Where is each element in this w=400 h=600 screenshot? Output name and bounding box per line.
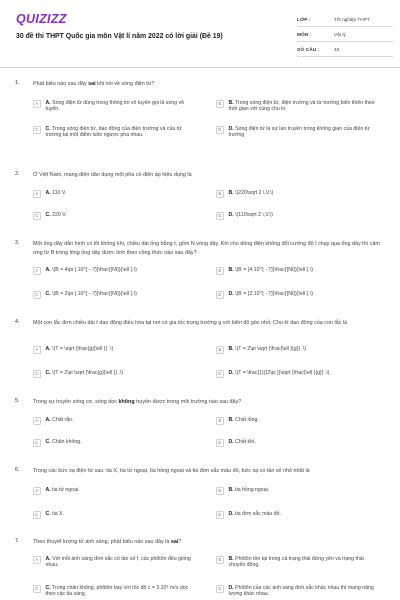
option-value: 110 V. bbox=[52, 190, 67, 196]
question-7 bbox=[0, 538, 400, 600]
question-text bbox=[33, 171, 388, 180]
option-key: C. bbox=[45, 439, 51, 445]
option-letter-box: B bbox=[216, 190, 224, 198]
question-5 bbox=[0, 398, 400, 478]
option-letter-box: B bbox=[216, 100, 224, 108]
option-key: B. bbox=[228, 346, 234, 352]
option-letter-box: C bbox=[33, 585, 41, 593]
question-text bbox=[33, 80, 388, 89]
option-text bbox=[46, 291, 196, 297]
question-6 bbox=[0, 467, 400, 547]
option-value: Sóng điện từ dùng trong thông tin vô tuyến gọi là sóng vô tuyến. bbox=[45, 100, 184, 113]
option-value: tia đơn sắc màu đỏ. bbox=[235, 511, 281, 517]
quizizz-logo: QUIZIZZ bbox=[16, 12, 67, 26]
option-letter-box: D bbox=[216, 370, 224, 378]
option-value: \(T = \sqrt {\frac{g}{\ell }} .\) bbox=[52, 346, 114, 352]
answer-option-b[interactable] bbox=[216, 100, 379, 113]
question-number: 1. bbox=[15, 80, 20, 86]
option-key: D. bbox=[228, 370, 234, 376]
option-key: A. bbox=[45, 346, 51, 352]
answer-option-a[interactable] bbox=[33, 417, 196, 425]
option-text bbox=[46, 556, 196, 569]
meta-row-count bbox=[297, 42, 393, 57]
option-letter-box: C bbox=[33, 511, 41, 519]
question-text-part: Trong sự truyền sóng cơ, sóng dọc bbox=[33, 399, 119, 405]
option-text bbox=[46, 267, 196, 273]
question-text-part: Một con lắc đơn chiều dài ℓ dao động điều hòa tại nơi có gia tốc trọng trường g với biên độ góc nhỏ. Chu kì dao động của con lắc là bbox=[33, 320, 348, 326]
option-value: Chất rắn. bbox=[52, 417, 74, 423]
question-text-part: Theo thuyết lượng tử ánh sáng, phát biểu nào sau đây là bbox=[33, 539, 171, 545]
question-emphasis: không bbox=[118, 399, 135, 405]
meta-value: 40 bbox=[334, 46, 340, 52]
option-key: A. bbox=[45, 417, 51, 423]
option-key: C. bbox=[45, 585, 51, 591]
question-number: 5. bbox=[15, 398, 20, 404]
option-text bbox=[46, 100, 196, 113]
option-text bbox=[46, 439, 196, 445]
option-value: \(T = 2\pi \sqrt {\frac{g}{\ell }} .\) bbox=[52, 370, 124, 376]
option-letter-box: D bbox=[216, 439, 224, 447]
question-4 bbox=[0, 319, 400, 399]
option-text bbox=[229, 126, 379, 139]
option-value: \(T = \frac{1}{{2\pi }}\sqrt {\frac{\ell }{g}} .\) bbox=[235, 370, 330, 376]
answer-option-d[interactable] bbox=[216, 291, 379, 299]
option-key: A. bbox=[45, 267, 51, 273]
option-key: A. bbox=[45, 190, 51, 196]
option-value: Phôtôn tồn tại trong cả trạng thái đứng yên và trạng thái chuyển động. bbox=[228, 556, 364, 569]
option-text bbox=[46, 126, 196, 139]
option-key: A. bbox=[45, 556, 51, 562]
option-letter-box: D bbox=[216, 511, 224, 519]
option-key: D. bbox=[228, 585, 234, 591]
meta-table bbox=[297, 12, 393, 57]
option-value: \(110\sqrt 2 \,V.\) bbox=[235, 212, 273, 218]
question-number: 3. bbox=[15, 240, 20, 246]
meta-label: LỚP : bbox=[297, 16, 311, 22]
option-text bbox=[229, 212, 379, 218]
option-value: Trong sóng điện từ, điện trường và từ trường biến thiên theo thời gian với cùng chu kì. bbox=[228, 100, 375, 113]
option-text bbox=[46, 346, 196, 352]
option-text bbox=[229, 487, 379, 493]
option-key: D. bbox=[228, 291, 234, 297]
option-text bbox=[229, 100, 379, 113]
answer-option-d[interactable] bbox=[216, 511, 379, 519]
answer-option-c[interactable] bbox=[33, 585, 196, 598]
option-letter-box: D bbox=[216, 212, 224, 220]
question-text bbox=[33, 398, 388, 407]
option-key: B. bbox=[228, 556, 234, 562]
option-text bbox=[229, 556, 379, 569]
option-text bbox=[46, 511, 196, 517]
answer-option-c[interactable] bbox=[33, 439, 196, 447]
answer-option-b[interactable] bbox=[216, 487, 379, 495]
header-divider bbox=[0, 67, 400, 68]
option-letter-box: A bbox=[33, 487, 41, 495]
question-text bbox=[33, 240, 388, 257]
option-text bbox=[229, 511, 379, 517]
option-key: B. bbox=[228, 267, 234, 273]
question-text bbox=[33, 467, 388, 476]
answer-option-a[interactable] bbox=[33, 267, 196, 275]
option-text bbox=[46, 370, 196, 376]
question-emphasis: sai bbox=[170, 539, 179, 545]
option-key: C. bbox=[45, 291, 51, 297]
answer-option-c[interactable] bbox=[33, 126, 196, 139]
option-key: D. bbox=[228, 212, 234, 218]
option-value: Chân không. bbox=[52, 439, 82, 445]
answer-option-a[interactable] bbox=[33, 100, 196, 113]
option-key: C. bbox=[45, 212, 51, 218]
option-value: \(B = {2.10^{ - 7}}\frac{{NI}}{\ell }.\) bbox=[235, 291, 313, 297]
question-emphasis: sai bbox=[88, 81, 96, 87]
answer-option-d[interactable] bbox=[216, 126, 379, 139]
question-number: 4. bbox=[15, 319, 20, 325]
option-key: B. bbox=[228, 100, 234, 106]
option-value: Trong chân không, phôtôn bay với tốc độ c = 3.10⁸ m/s dọc theo các tia sáng. bbox=[45, 585, 189, 598]
question-text-part: khi nói về sóng điện từ? bbox=[95, 81, 155, 87]
option-letter-box: C bbox=[33, 439, 41, 447]
option-value: Phôtôn của các ánh sáng đơn sắc khác nhau thì mang năng lượng khác nhau. bbox=[228, 585, 374, 598]
question-text-part: truyền được trong môi trường nào sau đây? bbox=[134, 399, 242, 405]
option-letter-box: C bbox=[33, 212, 41, 220]
meta-label: SỐ CÂU : bbox=[297, 46, 320, 52]
meta-label: MÔN : bbox=[297, 31, 312, 37]
option-key: A. bbox=[45, 487, 51, 493]
option-value: tia X. bbox=[52, 511, 64, 517]
option-value: Trong sóng điện từ, dao động của điện trường và của từ trường tại một điểm luôn ngược pha nhau. bbox=[45, 126, 182, 139]
option-letter-box: C bbox=[33, 370, 41, 378]
meta-value: Tốt nghiệp THPT bbox=[334, 16, 370, 22]
option-letter-box: B bbox=[216, 346, 224, 354]
question-text-part: Phát biểu nào sau đây bbox=[33, 81, 89, 87]
option-text bbox=[229, 291, 379, 297]
option-value: \(B = 2\pi {.10^{ - 7}}\frac{{NI}}{\ell }.\) bbox=[52, 291, 137, 297]
answer-option-b[interactable] bbox=[216, 417, 379, 425]
option-value: 220 V. bbox=[52, 212, 67, 218]
option-value: \(220\sqrt 2 \,V.\) bbox=[235, 190, 274, 196]
option-text bbox=[229, 370, 379, 376]
question-number: 2. bbox=[15, 171, 20, 177]
option-key: B. bbox=[228, 190, 234, 196]
option-letter-box: A bbox=[33, 346, 41, 354]
option-text bbox=[46, 487, 196, 493]
option-letter-box: D bbox=[216, 585, 224, 593]
question-text-part: Trong các bức xạ điện từ sau: tia X, tia tử ngoại, tia hồng ngoại và tia đơn sắc màu đỏ, bức xạ có tần số nhỏ nhất là bbox=[33, 468, 310, 474]
answer-option-d[interactable] bbox=[216, 370, 379, 378]
option-text bbox=[46, 190, 196, 196]
meta-value: Vật lý bbox=[334, 31, 346, 37]
question-text-part: Ở Việt Nam, mạng điện dân dụng một pha có điện áp hiệu dụng là bbox=[33, 172, 192, 178]
question-number: 7. bbox=[15, 538, 20, 544]
option-letter-box: A bbox=[33, 100, 41, 108]
option-text bbox=[229, 439, 379, 445]
option-key: B. bbox=[228, 417, 234, 423]
option-text bbox=[46, 585, 196, 598]
answer-option-b[interactable] bbox=[216, 346, 379, 354]
question-2 bbox=[0, 171, 400, 251]
option-text bbox=[229, 346, 379, 352]
meta-row-class bbox=[297, 12, 393, 27]
option-text bbox=[229, 585, 379, 598]
option-key: B. bbox=[228, 487, 234, 493]
answer-option-b[interactable] bbox=[216, 190, 379, 198]
option-letter-box: B bbox=[216, 417, 224, 425]
option-letter-box: D bbox=[216, 291, 224, 299]
option-value: Chất lỏng. bbox=[235, 417, 259, 423]
answer-option-a[interactable] bbox=[33, 487, 196, 495]
answer-option-c[interactable] bbox=[33, 370, 196, 378]
answer-option-a[interactable] bbox=[33, 556, 196, 569]
question-text-part: ? bbox=[178, 539, 182, 545]
option-key: C. bbox=[45, 126, 51, 132]
answer-option-c[interactable] bbox=[33, 511, 196, 519]
option-text bbox=[229, 267, 379, 273]
option-value: Với mỗi ánh sáng đơn sắc có tần số f, các phôtôn đều giống nhau. bbox=[45, 556, 191, 569]
option-value: \(B = 4\pi {.10^{ - 7}}\frac{{NI}}{\ell }.\) bbox=[52, 267, 137, 273]
option-text bbox=[229, 417, 379, 423]
question-text-part: Một ống dây dẫn hình có lõi không khí, chiều dài ống bằng ℓ, gồm N vòng dây. Khi cho dòng điện không đổi cường độ I chạy qua ống dây thì cảm ứng từ B trong lòng ống dây được tính theo công thức nào sau đây? bbox=[33, 241, 380, 256]
option-text bbox=[229, 190, 379, 196]
option-text bbox=[46, 212, 196, 218]
answer-option-b[interactable] bbox=[216, 556, 379, 569]
answer-option-c[interactable] bbox=[33, 291, 196, 299]
option-key: A. bbox=[45, 100, 51, 106]
option-value: Sóng điện từ là sự lan truyền trong không gian của điện từ trường bbox=[228, 126, 370, 139]
answer-option-c[interactable] bbox=[33, 212, 196, 220]
option-letter-box: A bbox=[33, 417, 41, 425]
question-text bbox=[33, 319, 388, 328]
meta-row-subject bbox=[297, 27, 393, 42]
option-key: D. bbox=[228, 126, 234, 132]
option-letter-box: C bbox=[33, 291, 41, 299]
option-key: C. bbox=[45, 511, 51, 517]
worksheet-header bbox=[0, 0, 400, 62]
answer-option-d[interactable] bbox=[216, 212, 379, 220]
page-title: 30 đề thi THPT Quốc gia môn Vật lí năm 2022 có lời giải (Đề 19) bbox=[16, 33, 223, 40]
question-3 bbox=[0, 240, 400, 320]
option-key: D. bbox=[228, 439, 234, 445]
option-letter-box: A bbox=[33, 556, 41, 564]
option-value: tia tử ngoại. bbox=[52, 487, 80, 493]
option-letter-box: D bbox=[216, 126, 224, 134]
option-letter-box: B bbox=[216, 556, 224, 564]
option-key: C. bbox=[45, 370, 51, 376]
option-letter-box: B bbox=[216, 267, 224, 275]
option-key: D. bbox=[228, 511, 234, 517]
answer-option-a[interactable] bbox=[33, 190, 196, 198]
question-number: 6. bbox=[15, 467, 20, 473]
option-value: \(B = {4.10^{ - 7}}\frac{{NI}}{\ell }.\) bbox=[235, 267, 313, 273]
question-1 bbox=[0, 80, 400, 160]
option-letter-box: C bbox=[33, 126, 41, 134]
option-letter-box: A bbox=[33, 267, 41, 275]
answer-option-b[interactable] bbox=[216, 267, 379, 275]
option-value: tia hồng ngoại. bbox=[235, 487, 270, 493]
answer-option-a[interactable] bbox=[33, 346, 196, 354]
option-value: Chất khí. bbox=[235, 439, 256, 445]
option-text bbox=[46, 417, 196, 423]
option-letter-box: A bbox=[33, 190, 41, 198]
answer-option-d[interactable] bbox=[216, 585, 379, 598]
question-text bbox=[33, 538, 388, 547]
option-letter-box: B bbox=[216, 487, 224, 495]
answer-option-d[interactable] bbox=[216, 439, 379, 447]
option-value: \(T = 2\pi \sqrt {\frac{\ell }{g}} .\) bbox=[235, 346, 307, 352]
